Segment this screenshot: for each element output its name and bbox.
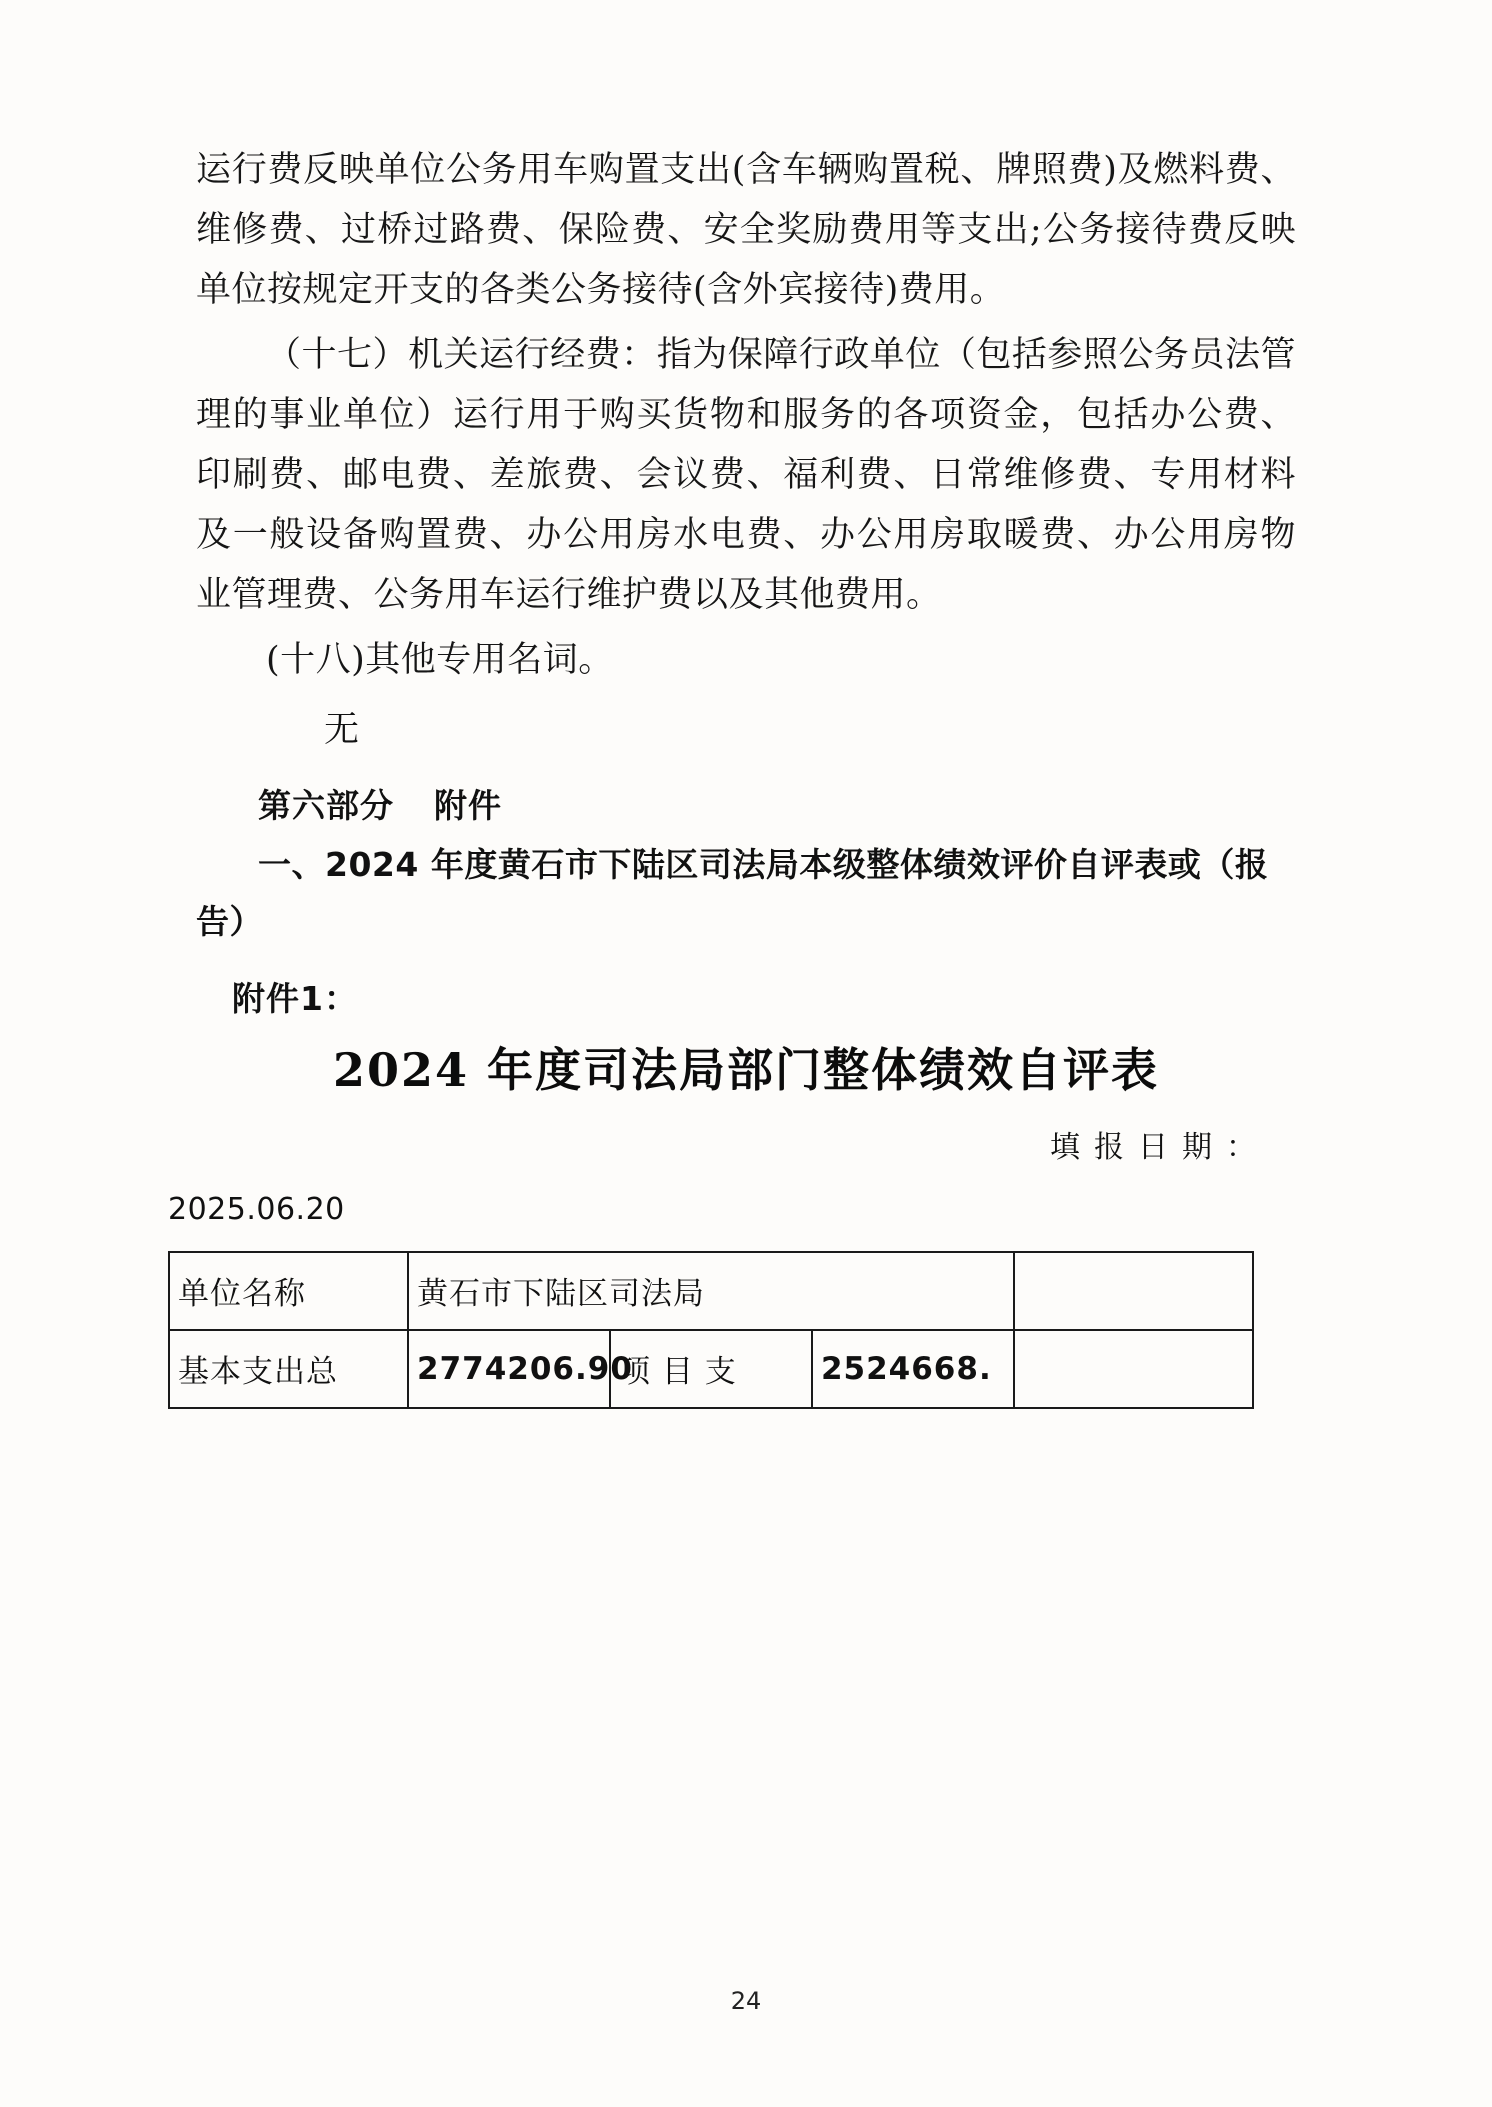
- cell-project-expenditure-value: 2524668.: [812, 1330, 1014, 1408]
- cell-basic-expenditure-value: 2774206.90: [408, 1330, 610, 1408]
- cell-basic-expenditure-blank: [1014, 1330, 1253, 1408]
- fill-date-row: [196, 1122, 1296, 1178]
- paragraph-item-17: （十七）机关运行经费：指为保障行政单位（包括参照公务员法管理的事业单位）运行用于购买货物和服务的各项资金，包括办公费、印刷费、邮电费、差旅费、会议费、福利费、日常维修费、专用材料及一般设备购置费、办公用房水电费、办公用房取暖费、办公用房物业管理费、公务用车运行维护费以及其他费用。: [196, 334, 1296, 616]
- cell-project-expenditure-label: 项 目 支: [610, 1330, 812, 1408]
- fill-date-value: 2025.06.20: [168, 1191, 345, 1227]
- attachment-label: 附件1：: [232, 978, 358, 1018]
- section-heading-suffix: 附件: [434, 785, 502, 825]
- self-evaluation-form-table: [168, 1251, 1254, 1409]
- section-item-one: 一、2024 年度黄石市下陆区司法局本级整体绩效评价自评表或（报告）: [196, 844, 1269, 942]
- document-body: [168, 140, 1296, 1409]
- cell-basic-expenditure-label: 基本支出总: [169, 1330, 408, 1408]
- page-number: 24: [730, 1987, 762, 2015]
- paragraph-item-18: (十八)其他专用名词。: [266, 639, 614, 680]
- paragraph-none: 无: [324, 709, 360, 750]
- table-row: [169, 1252, 1253, 1330]
- paragraph-vehicle-expenses: 运行费反映单位公务用车购置支出(含车辆购置税、牌照费)及燃料费、维修费、过桥过路费、保险费、安全奖励费用等支出;公务接待费反映单位按规定开支的各类公务接待(含外宾接待)费用。: [196, 150, 1296, 311]
- cell-unit-name-blank: [1014, 1252, 1253, 1330]
- section-heading-text: 第六部分: [258, 785, 394, 825]
- fill-date-label: 填报日期：: [1050, 1129, 1270, 1165]
- table-row: [169, 1330, 1253, 1408]
- cell-unit-name-value: 黄石市下陆区司法局: [408, 1252, 1014, 1330]
- cell-unit-name-label: 单位名称: [169, 1252, 408, 1330]
- section-heading-part-six: [196, 778, 1296, 834]
- form-title: 2024 年度司法局部门整体绩效自评表: [332, 1042, 1160, 1097]
